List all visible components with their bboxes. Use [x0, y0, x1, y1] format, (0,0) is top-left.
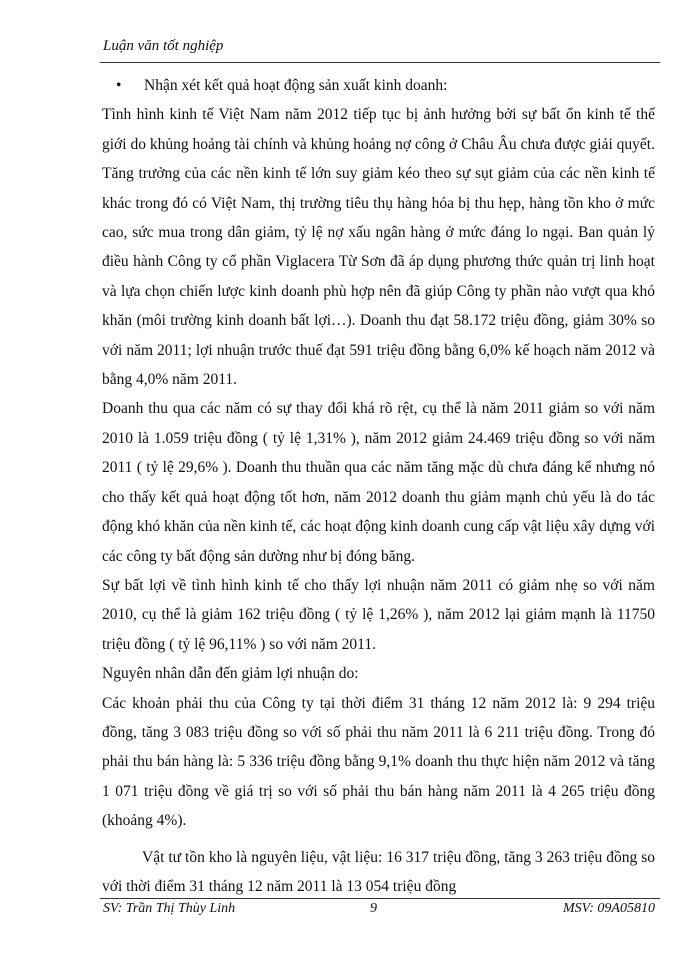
footer-student-id: MSV: 09A05810 — [562, 901, 655, 916]
paragraph-economy: Tình hình kinh tế Việt Nam năm 2012 tiếp tục bị ảnh hưởng bởi sự bất ổn kinh tế thế giới do khủng hoảng tài chính và khủng hoảng nợ công ở Châu Âu chưa được giải quyết. Tăng trưởng của các nền kinh tế lớn suy giảm kéo theo sự sụt giảm của các nền kinh tế khác trong đó có Việt Nam, thị trường tiêu thụ hàng hóa bị thu hẹp, hàng tồn kho ở mức cao, sức mua trong dân giảm, tỷ lệ nợ xấu ngân hàng ở mức đáng lo ngại. Ban quản lý điều hành Công ty cổ phần Viglacera Từ Sơn đã áp dụng phương thức quản trị linh hoạt và lựa chọn chiến lược kinh doanh phù hợp nên đã giúp Công ty phần nào vượt qua khó khăn (môi trường kinh doanh bất lợi…). Doanh thu đạt 58.172 triệu đồng, giảm 30% so với năm 2011; lợi nhuận trước thuế đạt 591 triệu đồng bằng 6,0% kế hoạch năm 2012 và bằng 4,0% năm 2011. — [102, 106, 655, 389]
bullet-heading-line — [102, 71, 655, 100]
header-title: Luận văn tốt nghiệp — [103, 38, 224, 54]
paragraph-profit: Sự bất lợi về tình hình kinh tế cho thấy lợi nhuận năm 2011 có giảm nhẹ so với năm 2010, cụ thể là giảm 162 triệu đồng ( tỷ lệ 1,26% ), năm 2012 lại giảm mạnh là 11750 triệu đồng ( tỷ lệ 96,11% ) so với năm 2011. — [102, 576, 655, 653]
main-content — [102, 71, 655, 901]
paragraph-receivables: Các khoản phải thu của Công ty tại thời điểm 31 tháng 12 năm 2012 là: 9 294 triệu đồng, tăng 3 083 triệu đồng so với số phải thu năm 2011 là 6 211 triệu đồng. Trong đó phải thu bán hàng là: 5 336 triệu đồng bằng 9,1% doanh thu thực hiện năm 2012 và tăng 1 071 triệu đồng về giá trị so với số phải thu bán hàng năm 2011 là 4 265 triệu đồng (khoảng 4%). — [102, 694, 655, 830]
paragraph-inventory: Vật tư tồn kho là nguyên liệu, vật liệu: 16 317 triệu đồng, tăng 3 263 triệu đồng so với thời điểm 31 tháng 12 năm 2011 là 13 054 triệu đồng — [102, 848, 655, 895]
footer-divider — [100, 898, 660, 899]
page-number: 9 — [370, 901, 377, 916]
paragraph-revenue: Doanh thu qua các năm có sự thay đổi khá rõ rệt, cụ thể là năm 2011 giảm so với năm 2010 là 1.059 triệu đồng ( tỷ lệ 1,31% ), năm 2012 giảm 24.469 triệu đồng so với năm 2011 ( tỷ lệ 29,6% ). Doanh thu thuần qua các năm tăng mặc dù chưa đáng kể nhưng nó cho thấy kết quả hoạt động tốt hơn, năm 2012 doanh thu giảm mạnh chủ yếu là do tác động khó khăn của nền kinh tế, các hoạt động kinh doanh cung cấp vật liệu xây dựng với các công ty bất động sản dường như bị đóng băng. — [102, 400, 655, 565]
header-divider — [100, 62, 660, 63]
bullet-heading: Nhận xét kết quả hoạt động sản xuất kinh doanh: — [144, 77, 448, 94]
paragraph-causes-heading: Nguyên nhân dẫn đến giảm lợi nhuận do: — [102, 665, 359, 683]
footer-student-name: SV: Trần Thị Thùy Linh — [103, 901, 236, 916]
bullet-icon: • — [116, 77, 122, 94]
